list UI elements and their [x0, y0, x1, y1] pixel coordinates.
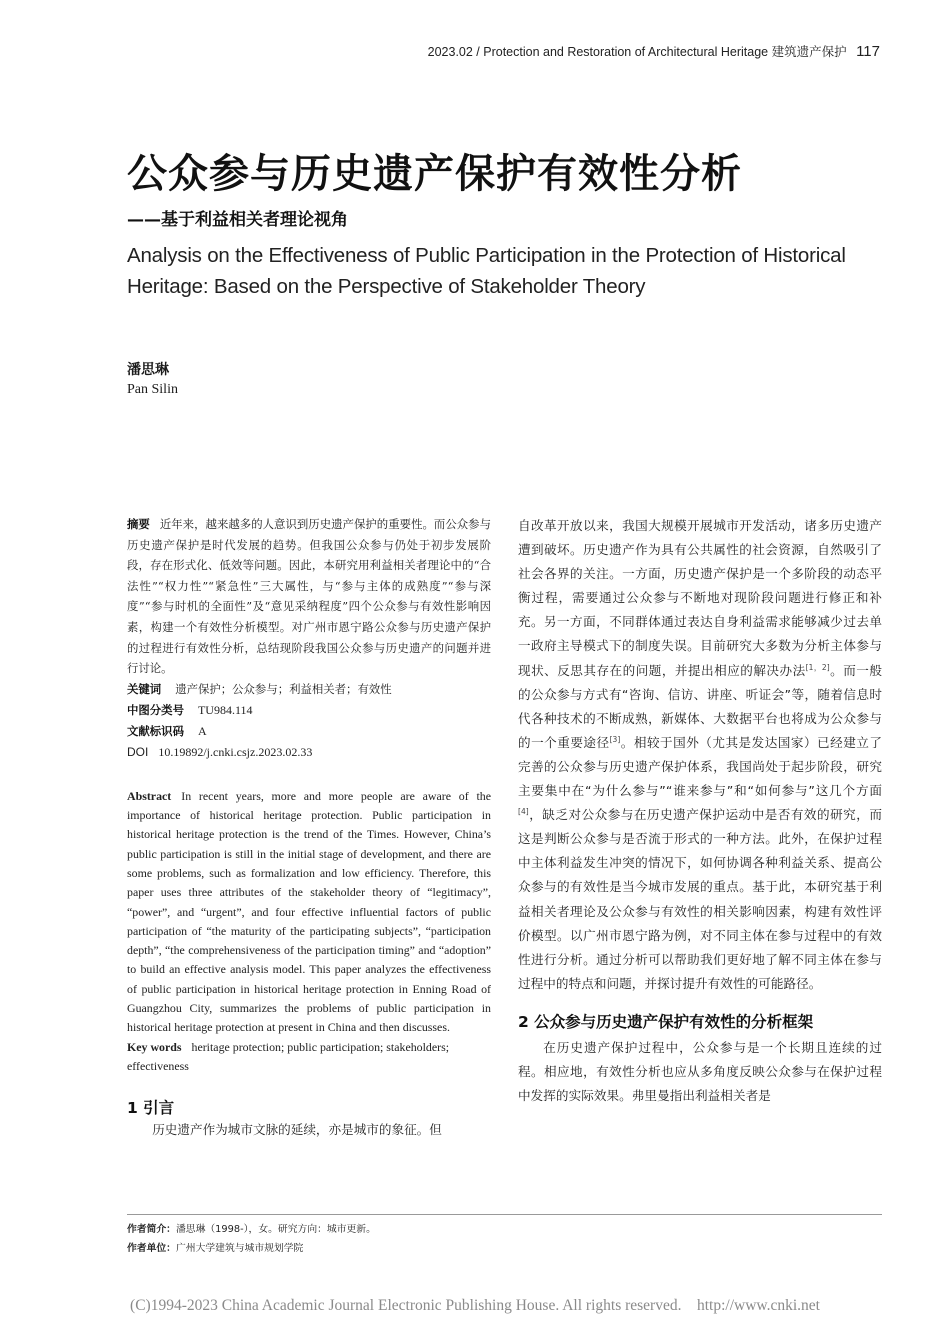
- footnote-author-label: 作者简介：: [127, 1224, 176, 1235]
- footnote-divider: [127, 1214, 882, 1215]
- body-text: 。而一般的公众参与方式有“咨询、信访、讲座、听证会”等，随着信息时代各种技术的不断成熟，新媒体、大数据平台也将成为公众参与的一个重要途径: [518, 662, 882, 750]
- clc-number: [127, 700, 491, 721]
- running-head-text: 2023.02 / Protection and Restoration of Architectural Heritage 建筑遗产保护: [427, 45, 847, 59]
- citation-ref: [4]: [518, 806, 529, 816]
- citation-ref: [1，2]: [805, 662, 830, 672]
- footnote-author: [127, 1220, 376, 1239]
- clc-value: TU984.114: [197, 702, 253, 717]
- right-column: [518, 514, 882, 1108]
- page-number: 117: [856, 43, 880, 60]
- section-1-paragraph: 历史遗产作为城市文脉的延续，亦是城市的象征。但: [152, 1122, 442, 1138]
- abstract-zh: [127, 514, 491, 679]
- doc-code: [127, 721, 491, 742]
- body-text: 自改革开放以来，我国大规模开展城市开发活动，诸多历史遗产遭到破坏。历史遗产作为具有公共属性的社会资源，自然吸引了社会各界的关注。一方面，历史遗产保护是一个多阶段的动态平衡过程，需要通过公众参与不断地对现阶段问题进行修正和补充。另一方面，不同群体通过表达自身利益需求能够减少过去单一政府主导模式下的制度失误。目前研究大多数为分析主体参与现状、反思其存在的问题，并提出相应的解决办法: [518, 518, 882, 678]
- footnote-author-text: 潘思琳（1998-），女。研究方向：城市更新。: [175, 1224, 376, 1235]
- footnote-unit: [127, 1239, 376, 1258]
- keywords-zh-value: 遗产保护；公众参与；利益相关者；有效性: [175, 681, 392, 696]
- keywords-en-label: Key words: [127, 1039, 182, 1054]
- copyright-watermark: (C)1994-2023 China Academic Journal Electronic Publishing House. All rights reserved. http://www.cnki.net: [130, 1297, 820, 1314]
- body-paragraph-1: [518, 514, 882, 996]
- doi-label: DOI: [127, 744, 149, 759]
- doi-value: 10.19892/j.cnki.csjz.2023.02.33: [158, 744, 313, 759]
- doi: [127, 742, 491, 763]
- abstract-en-text: In recent years, more and more people are aware of the importance of historical heritage protection. Public participation in historical heritage protection is the trend of the Times. However, China’s public participation is still in the initial stage of development, and there are some problems, such as formalization and low efficiency. Therefore, this paper uses three attributes of the stakeholder theory of “legitimacy”, “power”, and “urgent”, and four effective influential factors of public participation of “the maturity of the participating subjects”, “participation depth”, “the comprehensiveness of the participation timing” and “adoption” to build an effective analysis model. This paper analyzes the effectiveness of public participation in historical heritage protection in Enning Road of Guangzhou City, summarizes the problems of public participation in historical heritage protection at present in China and then discusses.: [127, 788, 491, 1035]
- abstract-zh-label: 摘要: [127, 517, 150, 531]
- body-text: 。相较于国外（尤其是发达国家）已经建立了完善的公众参与历史遗产保护体系，我国尚处于起步阶段，研究主要集中在“为什么参与”“谁来参与”和“如何参与”这几个方面: [518, 734, 882, 799]
- clc-label: 中图分类号: [127, 702, 184, 717]
- doc-code-value: A: [197, 723, 207, 738]
- footnote-unit-text: 广州大学建筑与城市规划学院: [175, 1243, 304, 1254]
- title-zh: 公众参与历史遗产保护有效性分析: [127, 151, 742, 197]
- section-1-heading: 1 引言: [127, 1099, 175, 1118]
- author-name-zh: 潘思琳: [127, 362, 169, 378]
- doc-code-label: 文献标识码: [127, 723, 184, 738]
- subtitle-zh: ——基于利益相关者理论视角: [127, 210, 348, 230]
- keywords-en-value: heritage protection; public participation; stakeholders; effectiveness: [127, 1039, 450, 1073]
- citation-ref: [3]: [609, 734, 621, 744]
- running-head: [428, 42, 880, 60]
- left-column: [127, 514, 491, 1142]
- abstract-zh-text: 近年来，越来越多的人意识到历史遗产保护的重要性。而公众参与历史遗产保护是时代发展的趋势。但我国公众参与仍处于初步发展阶段，存在形式化、低效等问题。因此，本研究用利益相关者理论中的“合法性”“权力性”“紧急性”三大属性，与“参与主体的成熟度”“参与深度”“参与时机的全面性”及“意见采纳程度”四个公众参与有效性影响因素，构建一个有效性分析模型。对广州市恩宁路公众参与历史遗产保护的过程进行有效性分析，总结现阶段我国公众参与历史遗产的问题并进行讨论。: [127, 517, 491, 676]
- footnotes: [127, 1220, 376, 1258]
- keywords-zh: [127, 679, 491, 700]
- body-text: ，缺乏对公众参与在历史遗产保护运动中是否有效的研究，而这是判断公众参与是否流于形式的一种方法。此外，在保护过程中主体利益发生冲突的情况下，如何协调各种利益关系、提高公众参与的有效性是当今城市发展的重点。基于此，本研究基于利益相关者理论及公众参与有效性的相关影响因素，构建有效性评价模型。以广州市恩宁路为例，对不同主体在参与过程中的有效性进行分析。通过分析可以帮助我们更好地了解不同主体在参与过程中的特点和问题，并探讨提升有效性的可能路径。: [518, 807, 882, 991]
- body-paragraph-2: 在历史遗产保护过程中，公众参与是一个长期且连续的过程。相应地，有效性分析也应从多角度反映公众参与在保护过程中发挥的实际效果。弗里曼指出利益相关者是: [518, 1039, 882, 1104]
- section-2-heading: 2 公众参与历史遗产保护有效性的分析框架: [518, 1012, 814, 1031]
- footnote-unit-label: 作者单位：: [127, 1243, 176, 1254]
- title-en: Analysis on the Effectiveness of Public Participation in the Protection of Historical Heritage: Based on the Perspective of Stakeholder Theory: [127, 244, 846, 298]
- keywords-zh-label: 关键词: [127, 681, 162, 696]
- abstract-en-label: Abstract: [127, 788, 172, 803]
- author-name-en: Pan Silin: [127, 382, 178, 397]
- abstract-en: [127, 787, 491, 1076]
